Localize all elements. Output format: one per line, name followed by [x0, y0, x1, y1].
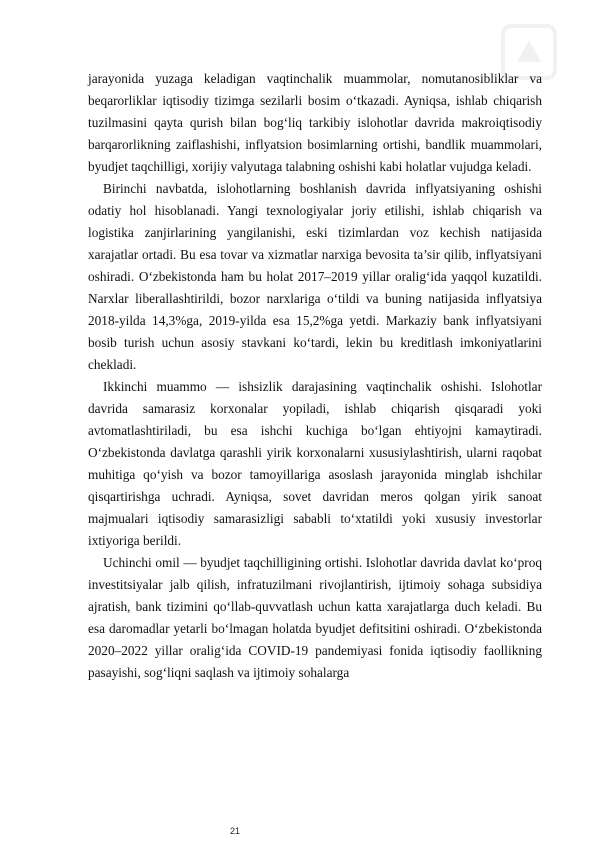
paragraph-unemployment: Ikkinchi muammo — ishsizlik darajasining vaqtinchalik oshishi. Islohotlar davrida samarasiz korxonalar yopiladi, ishlab chiqarish qisqaradi yoki avtomatlashtiriladi, bu esa ishchi kuchiga bo‘lgan ehtiyojni kamaytiradi. O‘zbekistonda davlatga qarashli yirik korxonalarni xususiylashtirish, ularni raqobat muhitiga qo‘yish va bozor tamoyillariga asoslash jarayonida minglab ishchilar qisqartirishga uchradi. Ayniqsa, sovet davridan meros qolgan yirik sanoat majmualari iqtisodiy samarasizligi sababli to‘xtatildi yoki xususiy investorlar ixtiyoriga berildi. [88, 379, 542, 548]
paragraph-budget-deficit: Uchinchi omil — byudjet taqchilligining ortishi. Islohotlar davrida davlat ko‘proq investitsiyalar jalb qilish, infratuzilmani rivojlantirish, ijtimoiy sohaga subsidiya ajratish, bank tizimini qo‘llab-quvvatlash uchun katta xarajatlarga duch keladi. Bu esa daromadlar yetarli bo‘lmagan holatda byudjet defitsitini oshiradi. O‘zbekistonda 2020–2022 yillar oralig‘ida COVID-19 pandemiyasi fonida iqtisodiy faollikning pasayishi, sog‘liqni saqlash va ijtimoiy sohalarga [88, 555, 542, 680]
paragraph-inflation: Birinchi navbatda, islohotlarning boshlanish davrida inflyatsiyaning oshishi odatiy hol hisoblanadi. Yangi texnologiyalar joriy etilishi, ishlab chiqarish va logistika zanjirlarining yangilanishi, eski tizimlardan voz kechish natijasida xarajatlar ortadi. Bu esa tovar va xizmatlar narxiga bevosita ta’sir qilib, inflyatsiyani oshiradi. O‘zbekistonda ham bu holat 2017–2019 yillar oralig‘ida yaqqol kuzatildi. Narxlar liberallashtirildi, bozor narxlariga o‘tildi va buning natijasida inflyatsiya 2018-yilda 14,3%ga, 2019-yilda esa 15,2%ga yetdi. Markaziy bank inflyatsiyani bosib turish uchun asosiy stavkani ko‘tardi, lekin bu kreditlash imkoniyatlarini chekladi. [88, 181, 542, 372]
document-body [88, 68, 542, 684]
page-number: 21 [230, 826, 241, 836]
paragraph-continuation: jarayonida yuzaga keladigan vaqtinchalik muammolar, nomutanosibliklar va beqarorliklar iqtisodiy tizimga sezilarli bosim o‘tkazadi. Ayniqsa, ishlab chiqarish tuzilmasini qayta qurish bilan bog‘liq tarkibiy islohotlar davrida makroiqtisodiy barqarorlikning zaiflashishi, inflyatsion bosimlarning ortishi, bandlik muammolari, byudjet taqchilligi, xorijiy valyutaga talabning oshishi kabi holatlar vujudga keladi. [88, 71, 542, 174]
